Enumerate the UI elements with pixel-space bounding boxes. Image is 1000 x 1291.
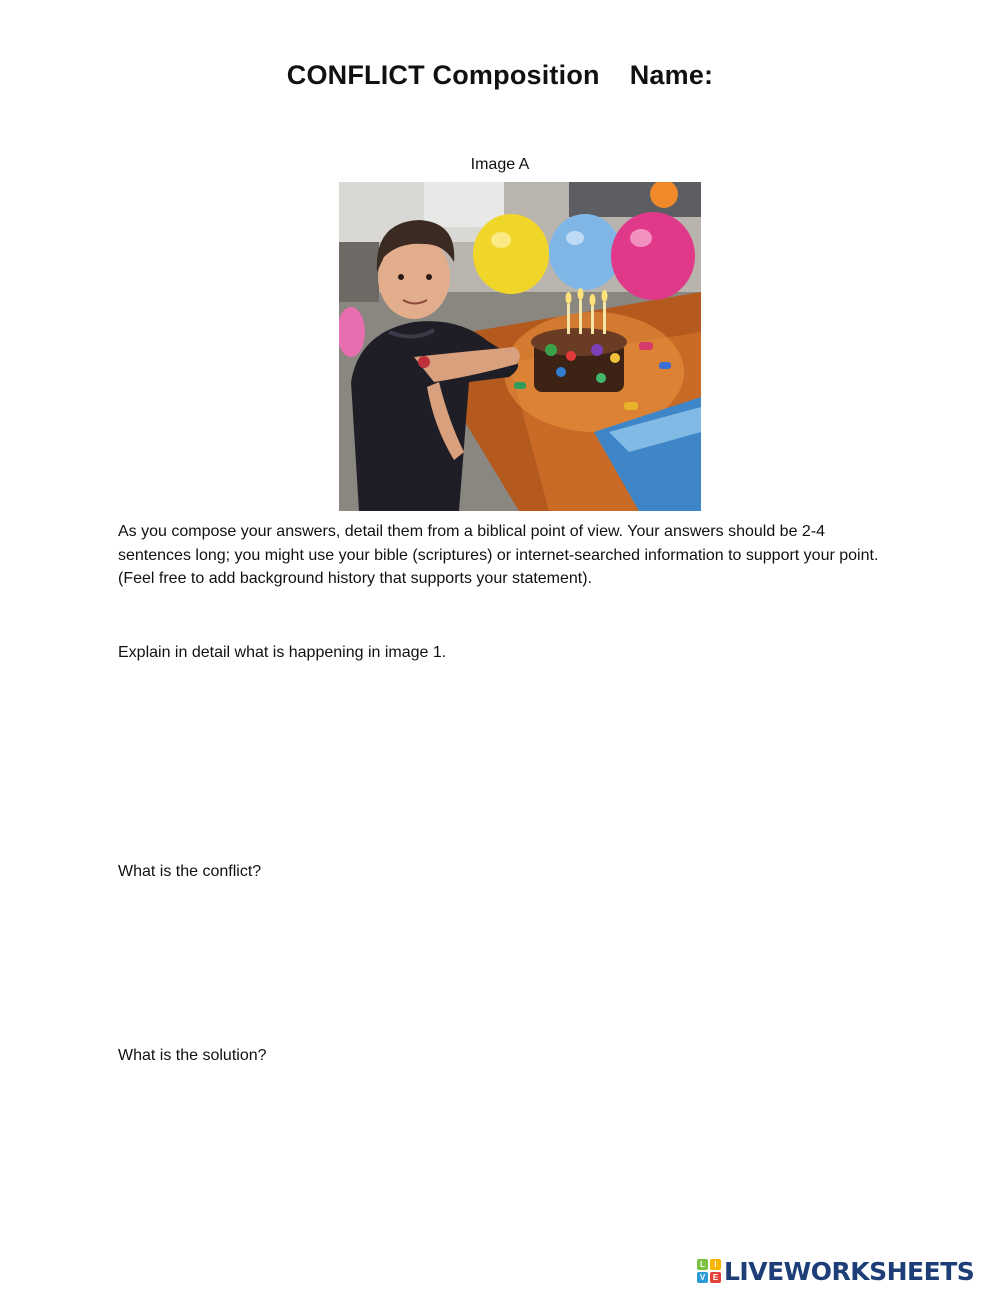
logo-mark-icon [697, 1259, 721, 1283]
question-3: What is the solution? [118, 1047, 267, 1064]
question-2: What is the conflict? [118, 863, 262, 880]
title-text: CONFLICT Composition [286, 60, 600, 90]
birthday-photo [339, 182, 701, 511]
liveworksheets-logo [697, 1256, 974, 1286]
logo-mark-letter: V [697, 1272, 708, 1283]
page-title [0, 60, 1000, 91]
logo-mark-letter: I [710, 1259, 721, 1270]
logo-mark-letter: L [697, 1259, 708, 1270]
image-caption: Image A [470, 156, 530, 173]
name-label: Name: [629, 60, 714, 90]
question-1: Explain in detail what is happening in image 1. [118, 644, 447, 661]
logo-mark-letter: E [710, 1272, 721, 1283]
instructions-paragraph: As you compose your answers, detail them from a biblical point of view. Your answers should be 2-4 sentences long; you might use your bible (scriptures) or internet-searched information to support your point. (Feel free to add background history that supports your statement). [118, 523, 879, 587]
logo-text: LIVEWORKSHEETS [724, 1256, 975, 1286]
